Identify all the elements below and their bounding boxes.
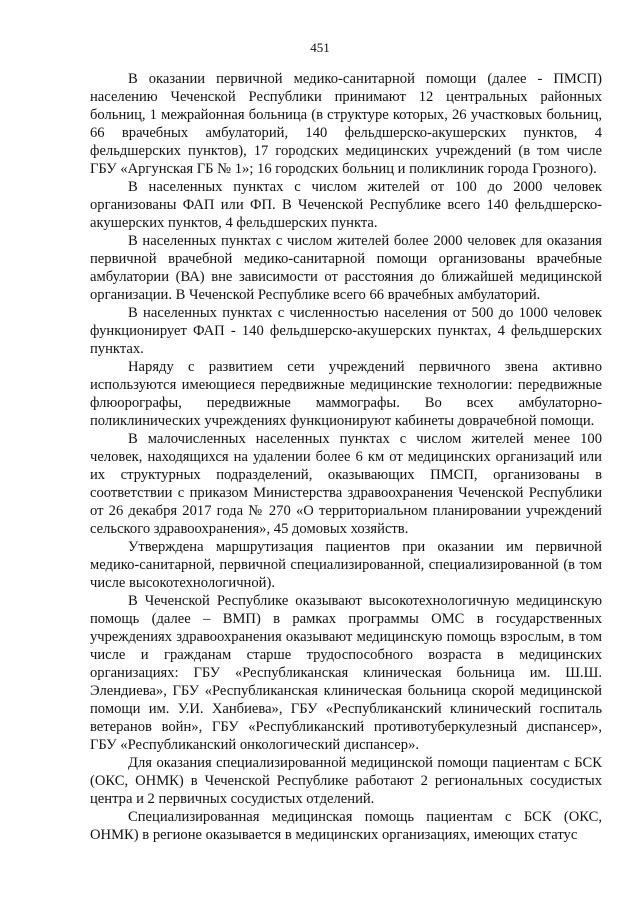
paragraph-vascular-centers: Для оказания специализированной медицинской помощи пациентам с БСК (ОКС, ОНМК) в Чеченской Республике работают 2 региональных сосудистых центра и 2 первичных сосудистых отделений. [90, 755, 602, 807]
document-body [90, 70, 602, 844]
paragraph-specialized-care: Специализированная медицинская помощь пациентам с БСК (ОКС, ОНМК) в регионе оказывается в медицинских организациях, имеющих статус [90, 809, 602, 843]
paragraph-fap-500-1000: В населенных пунктах с численностью населения от 500 до 1000 человек функционирует ФАП - 140 фельдшерско-акушерских пунктах, 4 фельдшерских пунктах. [90, 305, 602, 357]
paragraph-fap-small-settlements: В населенных пунктах с числом жителей от 100 до 2000 человек организованы ФАП или ФП. В Чеченской Республике всего 140 фельдшерско-акушерских пунктов, 4 фельдшерских пункта. [90, 179, 602, 231]
paragraph-pmsp-overview: В оказании первичной медико-санитарной помощи (далее - ПМСП) населению Чеченской Республики принимают 12 центральных районных больниц, 1 межрайонная больница (в структуре которых, 26 участковых больниц, 66 врачебных амбулаторий, 140 фельдшерско-акушерских пунктов, 4 фельдшерских пунктов), 17 городских медицинских учреждений (в том числе ГБУ «Аргунская ГБ № 1»; 16 городских больниц и поликлиник города Грозного). [90, 71, 602, 177]
paragraph-mobile-technologies: Наряду с развитием сети учреждений первичного звена активно используются имеющиеся передвижные медицинские технологии: передвижные флюорографы, передвижные маммографы. Во всех амбулаторно-поликлинических учреждениях функционируют кабинеты доврачебной помощи. [90, 359, 602, 429]
paragraph-high-tech-care: В Чеченской Республике оказывают высокотехнологичную медицинскую помощь (далее – ВМП) в рамках программы ОМС в государственных учреждениях здравоохранения оказывают медицинскую помощь взрослым, в том числе и гражданам старше трудоспособного возраста в медицинских организациях: ГБУ «Республиканская клиническая больница им. Ш.Ш. Элендиева», ГБУ «Республиканская клиническая больница скорой медицинской помощи им. У.И. Ханбиева», ГБУ «Республиканский клинический госпиталь ветеранов войн», ГБУ «Республиканский противотуберкулезный диспансер», ГБУ «Республиканский онкологический диспансер». [90, 593, 602, 753]
paragraph-medical-ambulatories: В населенных пунктах с числом жителей более 2000 человек для оказания первичной врачебной медико-санитарной помощи организованы врачебные амбулатории (ВА) вне зависимости от расстояния до ближайшей медицинской организации. В Чеченской Республике всего 66 врачебных амбулаторий. [90, 233, 602, 303]
paragraph-patient-routing: Утверждена маршрутизация пациентов при оказании им первичной медико-санитарной, первичной специализированной, специализированной (в том числе высокотехнологичной). [90, 539, 602, 591]
paragraph-household-care: В малочисленных населенных пунктах с числом жителей менее 100 человек, находящихся на удалении более 6 км от медицинских организаций или их структурных подразделений, оказывающих ПМСП, организованы в соответствии с приказом Министерства здравоохранения Чеченской Республики от 26 декабря 2017 года № 270 «О территориальном планировании учреждений сельского здравоохранения», 45 домовых хозяйств. [90, 431, 602, 537]
page-number: 451 [310, 40, 330, 55]
